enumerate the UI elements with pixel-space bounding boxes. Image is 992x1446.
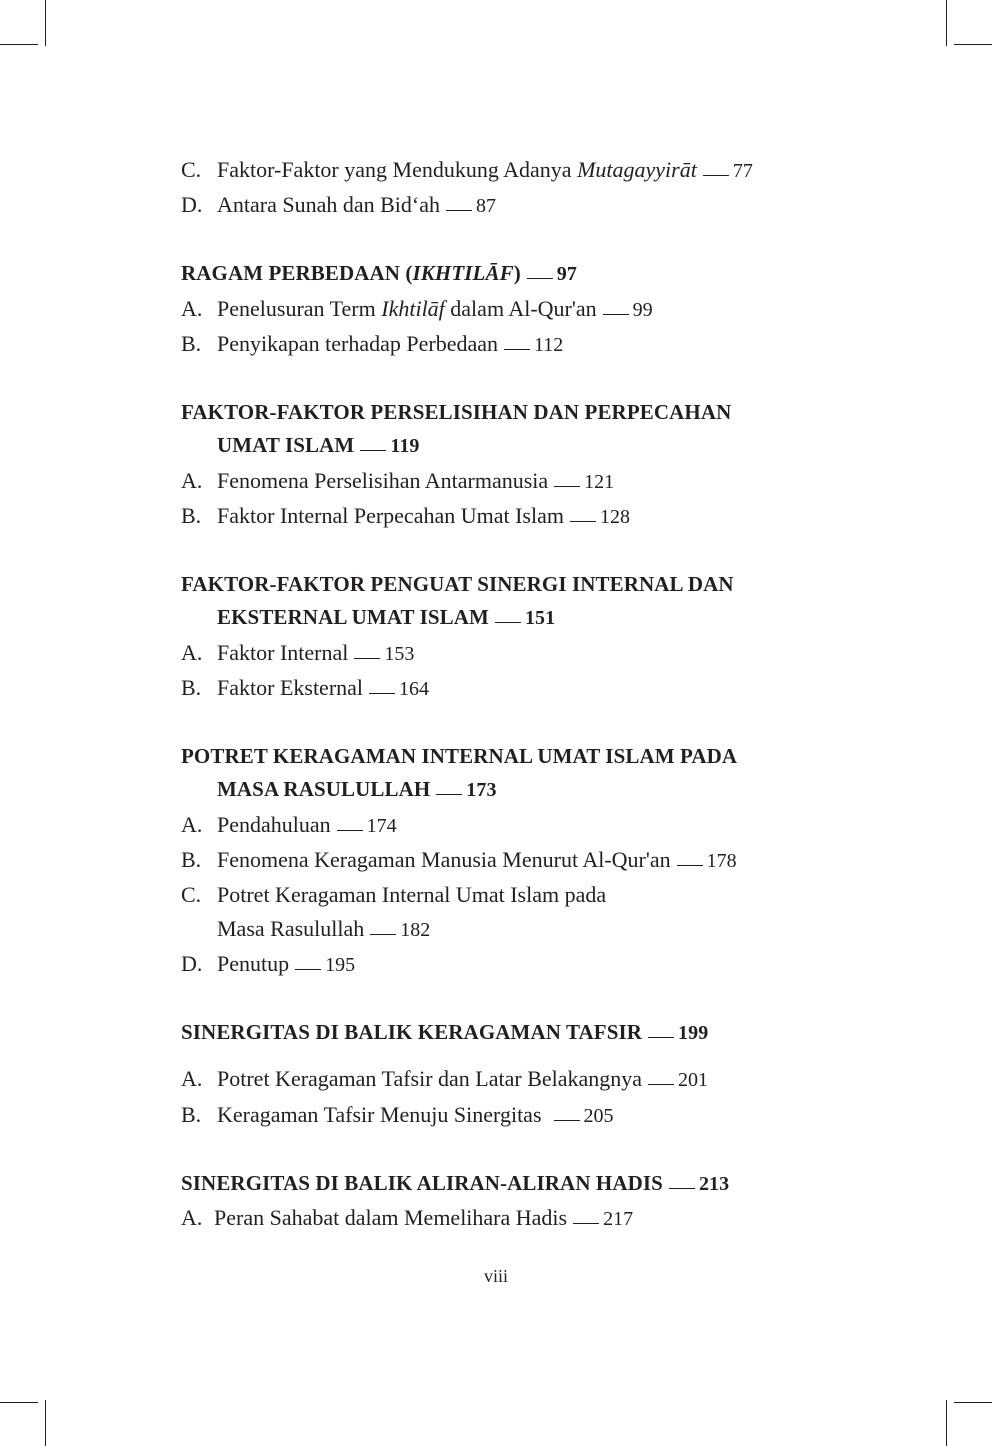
entry-title: Keragaman Tafsir Menuju Sinergitas xyxy=(217,1101,542,1127)
page-number: 178 xyxy=(706,850,737,873)
heading-title: POTRET KERAGAMAN INTERNAL UMAT ISLAM PADA xyxy=(181,743,738,768)
entry-label: B. xyxy=(181,847,202,873)
toc-entry[interactable] xyxy=(181,464,821,499)
toc-entry[interactable] xyxy=(181,292,821,327)
heading-title: SINERGITAS DI BALIK KERAGAMAN TAFSIR xyxy=(181,1020,643,1045)
page-number: 174 xyxy=(366,814,397,837)
chapter-heading[interactable] xyxy=(181,568,821,601)
leader-line xyxy=(703,175,729,176)
toc-entry[interactable] xyxy=(181,947,821,982)
chapter-heading-continued[interactable] xyxy=(181,773,821,807)
toc-entry[interactable] xyxy=(181,878,821,911)
leader-line xyxy=(337,830,363,831)
chapter-heading[interactable] xyxy=(181,1167,821,1201)
page-number: 182 xyxy=(400,918,431,941)
page-number: 151 xyxy=(524,607,556,630)
entry-title: Antara Sunah dan Bid‘ah xyxy=(217,192,440,218)
chapter-heading-continued[interactable] xyxy=(181,429,821,463)
toc-entry[interactable] xyxy=(181,636,821,671)
page-number: 128 xyxy=(599,506,630,529)
entry-title: Potret Keragaman Tafsir dan Latar Belakangnya xyxy=(217,1066,643,1092)
leader-line xyxy=(648,1037,674,1038)
leader-line xyxy=(369,693,395,694)
entry-label: A. xyxy=(181,467,203,493)
entry-title: Faktor Eksternal xyxy=(217,675,364,701)
page-number: 77 xyxy=(732,160,753,182)
leader-line xyxy=(354,658,380,659)
toc-entry[interactable] xyxy=(181,808,821,843)
toc-entry[interactable] xyxy=(181,1098,821,1133)
entry-label: B. xyxy=(181,331,202,357)
page-number: 199 xyxy=(678,1022,709,1045)
page-number: 164 xyxy=(399,678,430,701)
leader-line xyxy=(570,521,596,522)
leader-line xyxy=(436,794,462,795)
entry-title: Masa Rasulullah xyxy=(217,915,365,941)
leader-line xyxy=(360,450,386,451)
page-number: 201 xyxy=(678,1069,709,1092)
toc-entry-continued[interactable] xyxy=(181,912,821,947)
crop-mark xyxy=(946,1400,947,1446)
leader-line xyxy=(527,278,553,279)
page-number: 195 xyxy=(325,954,356,977)
chapter-heading[interactable] xyxy=(181,396,821,429)
page-number: 112 xyxy=(534,334,564,357)
leader-line xyxy=(370,934,396,935)
chapter-heading[interactable] xyxy=(181,740,821,773)
leader-line xyxy=(504,349,530,350)
heading-title: UMAT ISLAM xyxy=(217,433,355,458)
heading-title: MASA RASULULLAH xyxy=(217,777,431,802)
leader-line xyxy=(495,622,521,623)
page-number-footer: viii xyxy=(483,1266,508,1286)
entry-label: A. xyxy=(181,295,203,321)
entry-label: A. xyxy=(181,639,203,665)
table-of-contents xyxy=(181,153,821,1237)
entry-label: D. xyxy=(181,192,203,218)
entry-label: C. xyxy=(181,157,202,182)
entry-title: Fenomena Perselisihan Antarmanusia xyxy=(217,467,549,493)
crop-mark xyxy=(0,44,38,45)
leader-line xyxy=(554,1120,580,1121)
crop-mark xyxy=(954,1402,992,1403)
entry-title-italic: Ikhtilāf xyxy=(381,295,445,321)
leader-line xyxy=(669,1188,695,1189)
entry-label: D. xyxy=(181,951,203,977)
page-number: 153 xyxy=(384,642,415,665)
chapter-heading-continued[interactable] xyxy=(181,601,821,635)
page-number: 97 xyxy=(556,263,577,286)
entry-title: Pendahuluan xyxy=(217,811,331,837)
page-number: 99 xyxy=(632,298,653,321)
page-number: 87 xyxy=(476,195,496,218)
crop-mark xyxy=(45,0,46,46)
entry-title: Fenomena Keragaman Manusia Menurut Al-Qur'an xyxy=(217,847,671,873)
crop-mark xyxy=(954,44,992,45)
entry-label: A. xyxy=(181,1205,203,1231)
entry-title: Faktor Internal Perpecahan Umat Islam xyxy=(217,503,564,529)
heading-title: EKSTERNAL UMAT ISLAM xyxy=(217,605,489,630)
entry-label: B. xyxy=(181,503,202,529)
leader-line xyxy=(554,486,580,487)
page-number: 173 xyxy=(466,779,497,802)
toc-entry[interactable] xyxy=(181,843,821,878)
entry-title-italic: Mutagayyirāt xyxy=(577,157,697,182)
entry-label: A. xyxy=(181,811,203,837)
toc-entry[interactable] xyxy=(181,188,821,223)
page-number: 119 xyxy=(390,435,420,458)
crop-mark xyxy=(45,1400,46,1446)
entry-label: A. xyxy=(181,1066,203,1092)
heading-title: FAKTOR-FAKTOR PERSELISIHAN DAN PERPECAHAN xyxy=(181,399,732,424)
leader-line xyxy=(648,1084,674,1085)
toc-entry[interactable] xyxy=(181,1062,821,1097)
chapter-heading[interactable] xyxy=(181,257,821,291)
leader-line xyxy=(446,210,472,211)
entry-title: Faktor Internal xyxy=(217,639,349,665)
chapter-heading[interactable] xyxy=(181,1016,821,1050)
entry-label: C. xyxy=(181,882,202,908)
entry-title: Potret Keragaman Internal Umat Islam pada xyxy=(217,882,607,908)
page-number: 205 xyxy=(583,1104,614,1127)
toc-entry[interactable] xyxy=(181,1201,821,1236)
toc-entry[interactable] xyxy=(181,499,821,534)
toc-entry[interactable] xyxy=(181,153,821,188)
entry-title: Peran Sahabat dalam Memelihara Hadis xyxy=(214,1205,568,1231)
entry-title: Penelusuran Term xyxy=(217,295,382,321)
entry-label: B. xyxy=(181,675,202,701)
entry-title: Penutup xyxy=(217,951,290,977)
leader-line xyxy=(295,969,321,970)
leader-line xyxy=(573,1223,599,1224)
heading-title: FAKTOR-FAKTOR PENGUAT SINERGI INTERNAL DAN xyxy=(181,571,734,596)
entry-label: B. xyxy=(181,1101,202,1127)
entry-title: Faktor-Faktor yang Mendukung Adanya xyxy=(217,157,578,182)
heading-title: RAGAM PERBEDAAN ( xyxy=(181,261,413,286)
page-number: 213 xyxy=(698,1172,730,1195)
leader-line xyxy=(603,314,629,315)
page-number: 121 xyxy=(584,470,615,493)
crop-mark xyxy=(0,1402,38,1403)
toc-entry[interactable] xyxy=(181,327,821,362)
entry-title: dalam Al-Qur'an xyxy=(444,295,597,321)
entry-title: Penyikapan terhadap Perbedaan xyxy=(217,331,498,357)
heading-title: ) xyxy=(513,261,521,286)
toc-entry[interactable] xyxy=(181,671,821,706)
heading-title-italic: IKHTILĀF xyxy=(412,261,514,286)
page-number: 217 xyxy=(603,1208,634,1231)
leader-line xyxy=(677,865,703,866)
crop-mark xyxy=(946,0,947,46)
heading-title: SINERGITAS DI BALIK ALIRAN-ALIRAN HADIS xyxy=(181,1170,663,1195)
